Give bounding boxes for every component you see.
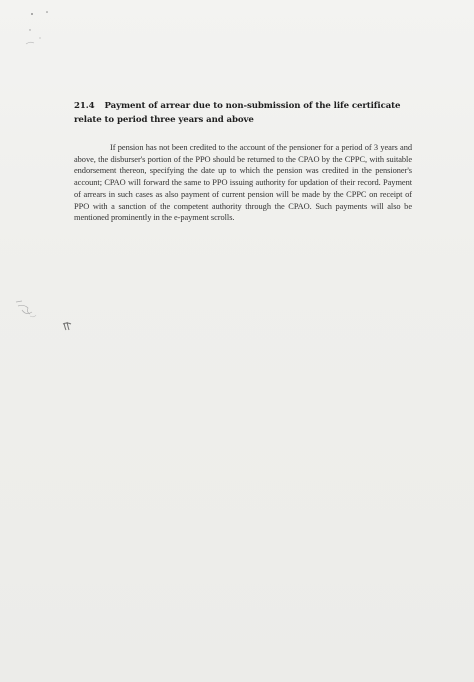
section-paragraph: If pension has not been credited to the account of the pensioner for a period of 3 years and above, the disburser's portion of the PPO should be returned to the CPAO by the CPPC, with suitable endorsement thereon, specifying the date up to which the pension was credited in the pensioner's account; CPAO will forward the same to PPO issuing authority for updation of their record. Payment of arrears in such cases as also payment of current pension will be made by the CPPC on receipt of PPO with a sanction of the competent authority through the CPAO. Such payments will also be mentioned prominently in the e-payment scrolls.: [74, 143, 412, 223]
scan-ink-mark: [62, 320, 72, 332]
section-heading: [74, 100, 414, 127]
scan-smudge-mark: [12, 298, 40, 322]
section-title: Payment of arrear due to non-submission of the life certificate relate to period three years and above: [74, 101, 401, 125]
section-number: 21.4: [74, 101, 95, 111]
scan-speck-mark: [18, 8, 52, 48]
